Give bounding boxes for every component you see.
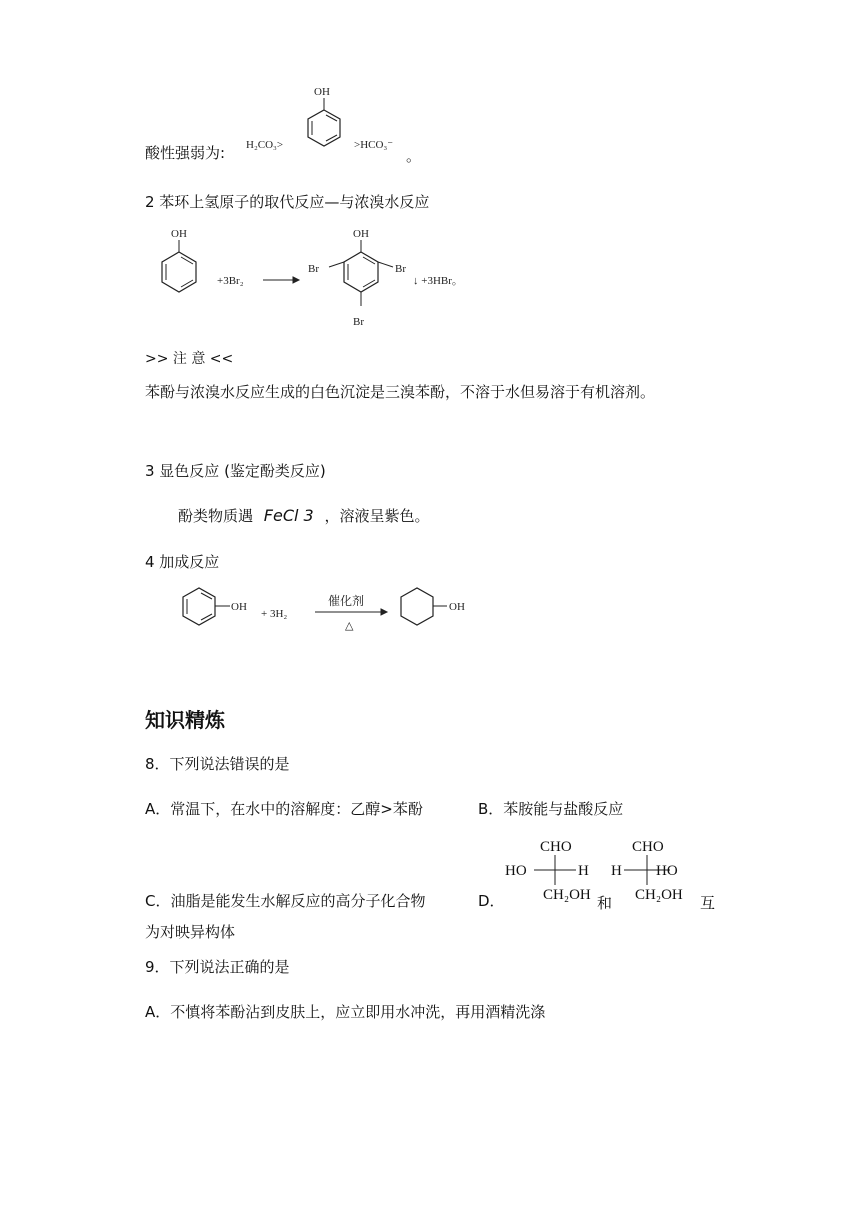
- heat-symbol: △: [345, 620, 354, 632]
- phenol-oh: OH: [171, 228, 187, 240]
- section3-heading: 3 显色反应 (鉴定酚类反应): [145, 462, 326, 480]
- color-text-pre: 酚类物质遇: [178, 507, 254, 525]
- acidity-label: 酸性强弱为:: [145, 144, 226, 162]
- bromination-reaction: [145, 222, 485, 334]
- benzene-ring-left: [183, 588, 215, 625]
- q8-option-d-tail: 互: [700, 894, 716, 912]
- fecl3-reagent: FeCl 3: [263, 506, 314, 525]
- hbr-product: ↓ +3HBr。: [413, 275, 463, 287]
- cyclohexanol-oh: OH: [449, 601, 465, 613]
- q8-option-d-label[interactable]: D．: [478, 892, 505, 910]
- tribromophenol-oh: OH: [353, 228, 369, 240]
- q8-option-d-and: 和: [597, 894, 613, 912]
- q8-stem: 8．下列说法错误的是: [145, 755, 290, 773]
- phenol-oh-left: OH: [231, 601, 247, 613]
- bicarbonate-label: >HCO₃⁻: [354, 139, 394, 151]
- q8-option-c[interactable]: C．油脂是能发生水解反应的高分子化合物: [145, 892, 426, 910]
- color-text-post: ，溶液呈紫色。: [324, 507, 430, 525]
- br-left: Br: [308, 263, 319, 275]
- catalyst-label: 催化剂: [328, 594, 365, 608]
- phenol-oh-label: OH: [314, 86, 330, 98]
- period-mark: 。: [406, 147, 422, 165]
- hydrogen-reagent: + 3H₂: [261, 608, 288, 620]
- mol2-ch2oh: CH₂OH: [635, 887, 683, 903]
- br-bottom: Br: [353, 316, 364, 328]
- cyclohexane-ring: [401, 588, 433, 625]
- q8-option-d-cont: 为对映异构体: [145, 923, 236, 941]
- mol1-h: H: [578, 863, 589, 879]
- color-reaction-text: [178, 506, 430, 526]
- note-text: 苯酚与浓溴水反应生成的白色沉淀是三溴苯酚，不溶于水但易溶于有机溶剂。: [145, 383, 656, 401]
- mol1-cho: CHO: [540, 839, 572, 855]
- section2-heading: 2 苯环上氢原子的取代反应—与浓溴水反应: [145, 193, 430, 211]
- mol1-ho: HO: [505, 863, 527, 879]
- q8-option-b[interactable]: B．苯胺能与盐酸反应: [478, 800, 624, 818]
- q9-option-a[interactable]: A．不慎将苯酚沾到皮肤上，应立即用水冲洗，再用酒精洗涤: [145, 1003, 546, 1021]
- bromine-reagent: +3Br₂: [217, 275, 244, 287]
- phenol-ring: [162, 252, 196, 292]
- mol2-h: H: [611, 863, 622, 879]
- hydrogenation-reaction: [175, 585, 485, 640]
- mol1-ch2oh: CH₂OH: [543, 887, 591, 903]
- section4-heading: 4 加成反应: [145, 553, 220, 571]
- practice-title: 知识精炼: [145, 708, 225, 732]
- acidity-structure: [240, 80, 420, 165]
- note-title: >> 注 意 <<: [145, 351, 234, 367]
- br-right: Br: [395, 263, 406, 275]
- tribromophenol-ring: [344, 252, 378, 292]
- mol2-cho: CHO: [632, 839, 664, 855]
- q8-option-a[interactable]: A．常温下，在水中的溶解度：乙醇>苯酚: [145, 800, 423, 818]
- q9-stem: 9．下列说法正确的是: [145, 958, 290, 976]
- carbonic-acid-label: H₂CO₃>: [246, 139, 284, 151]
- mol2-ho: HO: [656, 863, 678, 879]
- benzene-ring: [308, 110, 340, 146]
